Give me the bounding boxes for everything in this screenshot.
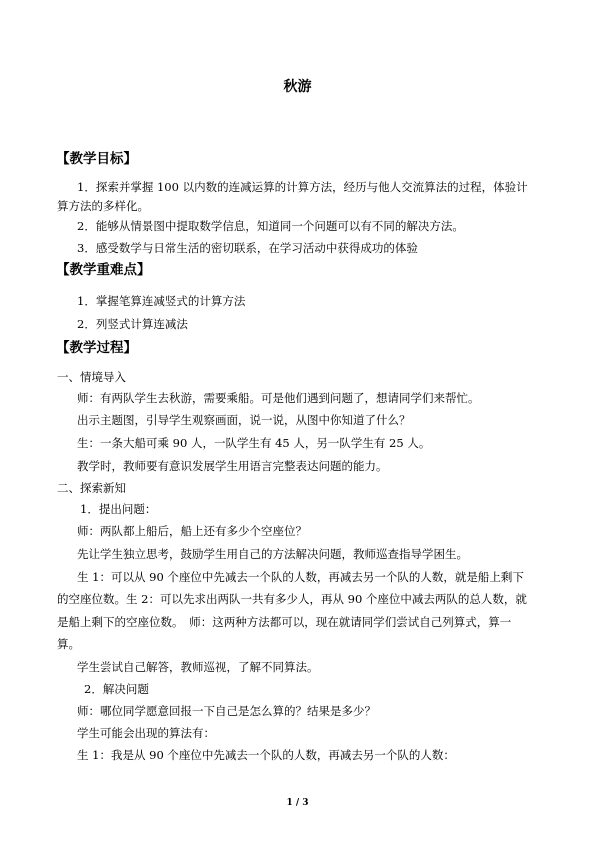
key-point-2: 2．列竖式计算连减法 (77, 317, 188, 331)
objective-2: 2．能够从情景图中提取数学信息，知道同一个问题可以有不同的解决方法。 (77, 219, 464, 233)
part-2-paragraph-3-line-4: 算。 (57, 637, 80, 651)
part-2-step-2: 2．解决问题 (84, 682, 149, 696)
part-2-paragraph-5: 师：哪位同学愿意回报一下自己是怎么算的？结果是多少？ (77, 704, 376, 718)
part-2-paragraph-7: 生 1：我是从 90 个座位中先减去一个队的人数，再减去另一个队的人数： (77, 748, 455, 762)
part-1-title: 一、情境导入 (57, 370, 126, 384)
part-2-title: 二、探索新知 (57, 481, 126, 495)
part-1-paragraph-1: 师：有两队学生去秋游，需要乘船。可是他们遇到问题了，想请同学们来帮忙。 (77, 391, 480, 405)
section-heading-process: 【教学过程】 (56, 340, 137, 356)
section-heading-objectives: 【教学目标】 (56, 151, 137, 167)
part-1-paragraph-3: 生：一条大船可乘 90 人，一队学生有 45 人，另一队学生有 25 人。 (77, 436, 431, 450)
part-1-paragraph-4: 教学时，教师要有意识发展学生用语言完整表达问题的能力。 (77, 459, 388, 473)
part-2-step-1: 1．提出问题： (80, 502, 157, 516)
part-1-paragraph-2: 出示主题图，引导学生观察画面，说一说，从图中你知道了什么？ (77, 413, 411, 427)
section-heading-key-points: 【教学重难点】 (56, 262, 151, 278)
part-2-paragraph-6: 学生可能会出现的算法有： (77, 726, 215, 740)
part-2-paragraph-2: 先让学生独立思考，鼓励学生用自己的方法解决问题，教师巡查指导学困生。 (77, 547, 468, 561)
objective-1-line-1: 1．探索并掌握 100 以内数的连减运算的计算方法，经历与他人交流算法的过程，体验计 (77, 180, 528, 194)
document-title: 秋游 (283, 79, 312, 95)
page-number: 1 / 3 (286, 798, 309, 808)
part-2-paragraph-3-line-1: 生 1：可以从 90 个座位中先减去一个队的人数，再减去另一个队的人数，就是船上剩下 (77, 570, 524, 584)
part-2-paragraph-4: 学生尝试自己解答，教师巡视，了解不同算法。 (77, 660, 319, 674)
objective-1-line-2: 算方法的多样化。 (57, 199, 149, 213)
part-2-paragraph-3-line-2: 的空座位数。生 2：可以先求出两队一共有多少人，再从 90 个座位中减去两队的总人数，就 (57, 592, 527, 606)
part-2-paragraph-3-line-3: 是船上剩下的空座位数。 师：这两种方法都可以，现在就请同学们尝试自己列算式，算一 (57, 615, 512, 629)
objective-3: 3．感受数学与日常生活的密切联系，在学习活动中获得成功的体验 (77, 241, 418, 255)
part-2-paragraph-1: 师：两队都上船后，船上还有多少个空座位？ (77, 524, 307, 538)
key-point-1: 1．掌握笔算连减竖式的计算方法 (77, 294, 246, 308)
